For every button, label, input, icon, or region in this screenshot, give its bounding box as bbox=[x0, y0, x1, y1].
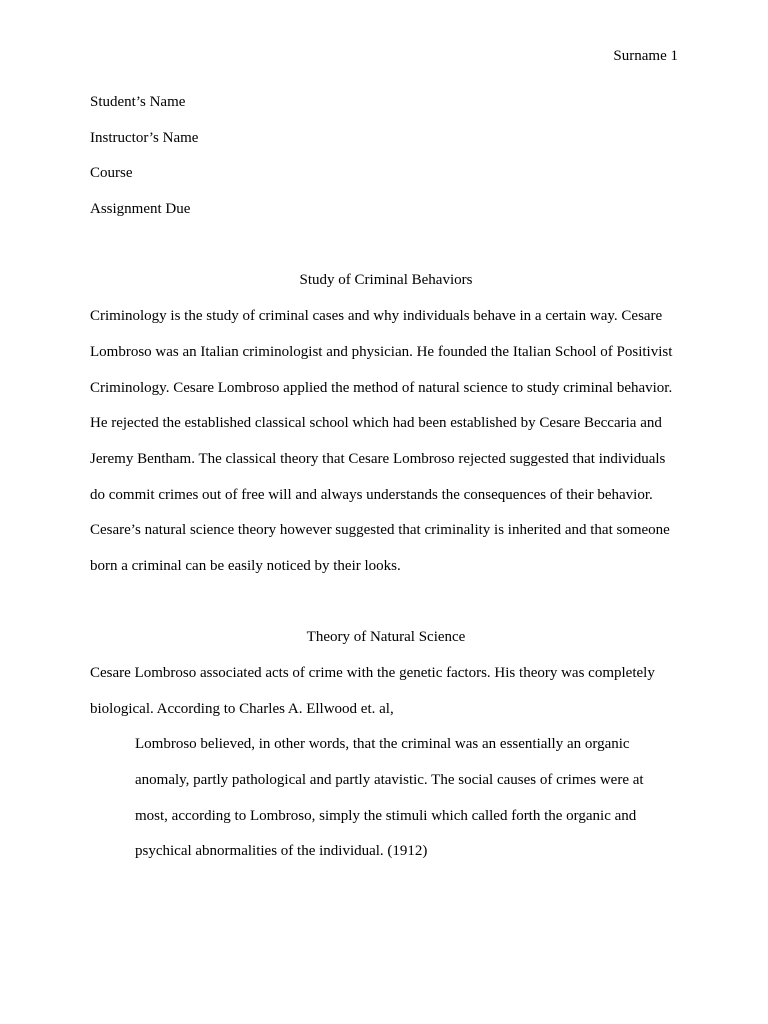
running-head: Surname 1 bbox=[613, 48, 678, 64]
paragraph-line: Cesare Lombroso associated acts of crime with the genetic factors. His theory was completely bbox=[90, 665, 655, 681]
paragraph-line: Cesare’s natural science theory however suggested that criminality is inherited and that someone bbox=[90, 522, 670, 539]
paragraph-line: Lombroso was an Italian criminologist and physician. He founded the Italian School of Positivist bbox=[90, 343, 673, 360]
quote-line: psychical abnormalities of the individual. (1912) bbox=[135, 843, 428, 860]
heading-block bbox=[90, 91, 682, 234]
quote-line: most, according to Lombroso, simply the stimuli which called forth the organic and bbox=[135, 807, 637, 824]
paragraph-line: Criminology. Cesare Lombroso applied the method of natural science to study criminal behavior. bbox=[90, 379, 673, 396]
section-heading: Theory of Natural Science bbox=[306, 629, 466, 646]
paragraph-line: Criminology is the study of criminal cases and why individuals behave in a certain way. Cesare bbox=[90, 308, 663, 325]
block-quote bbox=[90, 733, 682, 876]
quote-line: Lombroso believed, in other words, that the criminal was an essentially an organic bbox=[135, 736, 630, 753]
instructor-name: Instructor’s Name bbox=[90, 129, 199, 146]
paragraph-line: biological. According to Charles A. Ellwood et. al, bbox=[90, 700, 394, 717]
document-title: Study of Criminal Behaviors bbox=[299, 272, 473, 289]
paragraph-line: He rejected the established classical school which had been established by Cesare Beccaria and bbox=[90, 415, 662, 432]
paragraph-1 bbox=[90, 305, 682, 591]
course-name: Course bbox=[90, 165, 133, 182]
blank-line bbox=[90, 234, 682, 270]
assignment-due: Assignment Due bbox=[90, 201, 191, 218]
student-name: Student’s Name bbox=[90, 94, 186, 110]
quote-line: anomaly, partly pathological and partly atavistic. The social causes of crimes were at bbox=[135, 772, 644, 789]
paragraph-2 bbox=[90, 662, 682, 733]
paragraph-line: Jeremy Bentham. The classical theory that Cesare Lombroso rejected suggested that individuals bbox=[90, 450, 666, 467]
paragraph-line: do commit crimes out of free will and always understands the consequences of their behavior. bbox=[90, 486, 653, 503]
document-body bbox=[90, 91, 682, 876]
paragraph-line: born a criminal can be easily noticed by their looks. bbox=[90, 557, 401, 574]
blank-line bbox=[90, 591, 682, 627]
